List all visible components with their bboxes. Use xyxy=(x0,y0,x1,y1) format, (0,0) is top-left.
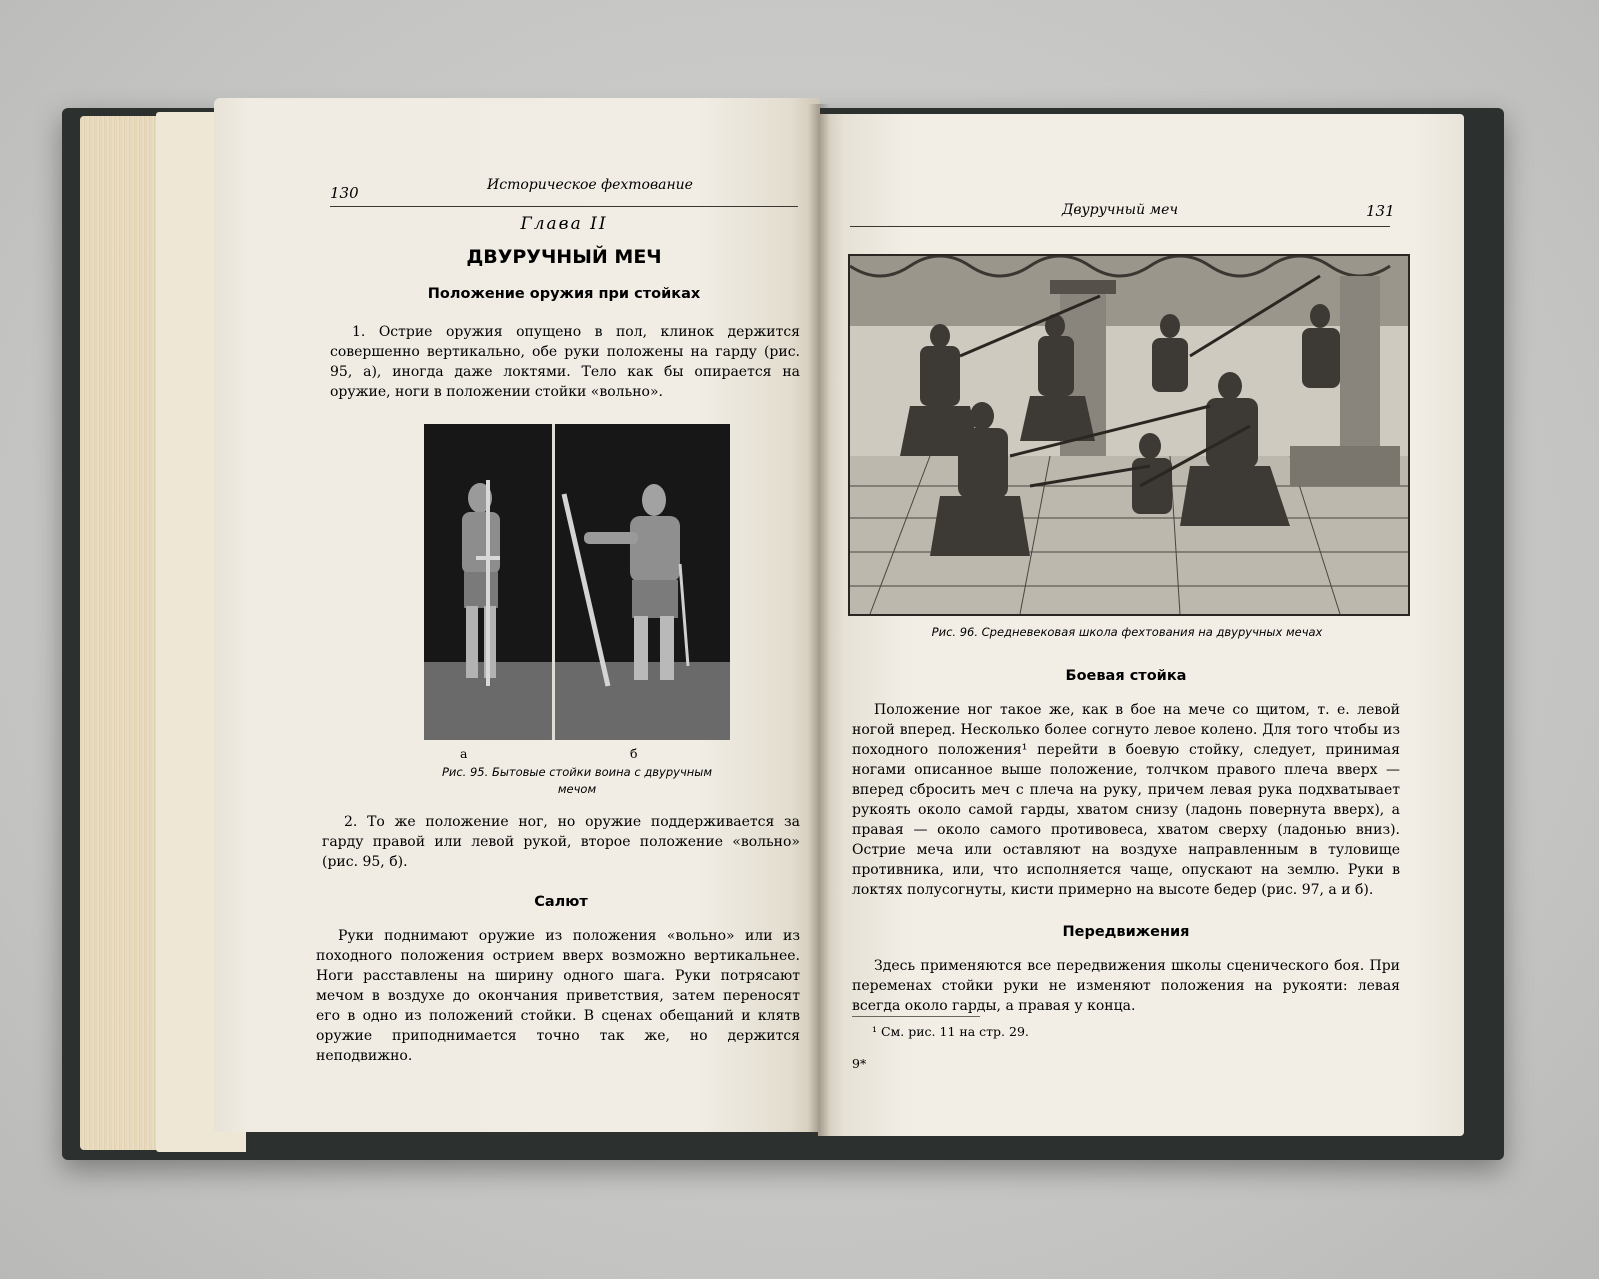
chapter-heading: Глава II xyxy=(520,214,608,234)
knights-photo-image xyxy=(424,424,730,740)
section-heading-positions: Положение оружия при стойках xyxy=(427,286,701,302)
figure-95-label-b: б xyxy=(630,746,638,761)
paragraph-positions-1: 1. Острие оружия опущено в пол, клинок держится совершенно вертикально, обе руки положены на гарду (рис. 95, а), иногда даже локтями. Тело как бы опирается на оружие, ноги в положении стойки «вольно». xyxy=(330,324,800,400)
paragraph-combat-stance: Положение ног такое же, как в бое на мече со щитом, т. е. левой ногой вперед. Несколько более согнуто левое колено. Для того чтобы из походного положения¹ перейти в боевую стойку, следует, принимая ногами описанное выше положение, толчком правого плеча вверх — вперед сбросить меч с плеча на руку, причем левая рука подхватывает рукоять около самой гарды, хватом снизу (ладонь повернута вверх), а правая — около самого противовеса, хватом сверху (ладонью вниз). Острие меча или оставляют на воздухе направленным в туловище противника, или, что исполняется чаще, опускают на землю. Руки в локтях полусогнуты, кисти примерно на высоте бедер (рис. 97, а и б). xyxy=(852,702,1400,898)
footnote: ¹ См. рис. 11 на стр. 29. xyxy=(872,1024,1029,1039)
fencing-school-engraving-image xyxy=(850,256,1408,614)
left-running-head: Историческое фехтование xyxy=(487,177,693,193)
chapter-title: ДВУРУЧНЫЙ МЕЧ xyxy=(466,246,662,268)
right-page-number: 131 xyxy=(1366,202,1395,220)
figure-96-engraving xyxy=(848,254,1410,616)
book-gutter-shadow xyxy=(808,104,830,1136)
figure-96-caption: Рис. 96. Средневековая школа фехтования на двуручных мечах xyxy=(931,625,1323,639)
paragraph-salute: Руки поднимают оружие из положения «вольно» или из походного положения острием вверх возможно вертикальнее. Ноги расставлены на ширину одного шага. Руки потрясают мечом в воздухе до окончания приветствия, затем переносят его в одно из положений стойки. В сценах обещаний и клятв оружие приподнимается точно так же, но держится неподвижно. xyxy=(316,928,800,1064)
left-header-rule xyxy=(330,206,798,207)
footnote-rule xyxy=(852,1016,980,1017)
right-running-head: Двуручный меч xyxy=(1062,202,1179,218)
right-header-rule xyxy=(850,226,1390,227)
section-heading-combat-stance: Боевая стойка xyxy=(1065,668,1187,684)
paragraph-movements: Здесь применяются все передвижения школы сценического боя. При переменах стойки руки не изменяют положения на рукояти: левая всегда около гарды, а правая у конца. xyxy=(852,958,1400,1014)
section-heading-movements: Передвижения xyxy=(1062,924,1190,940)
section-heading-salute: Салют xyxy=(534,894,588,910)
figure-95-caption: Рис. 95. Бытовые стойки воина с двуручным мечом xyxy=(441,765,713,796)
figure-95-photo xyxy=(424,424,730,740)
signature-mark: 9* xyxy=(852,1056,867,1071)
left-page-number: 130 xyxy=(330,184,359,202)
paragraph-positions-2: 2. То же положение ног, но оружие поддерживается за гарду правой или левой рукой, второе положение «вольно» (рис. 95, б). xyxy=(322,814,800,870)
figure-95-label-a: а xyxy=(460,746,468,761)
